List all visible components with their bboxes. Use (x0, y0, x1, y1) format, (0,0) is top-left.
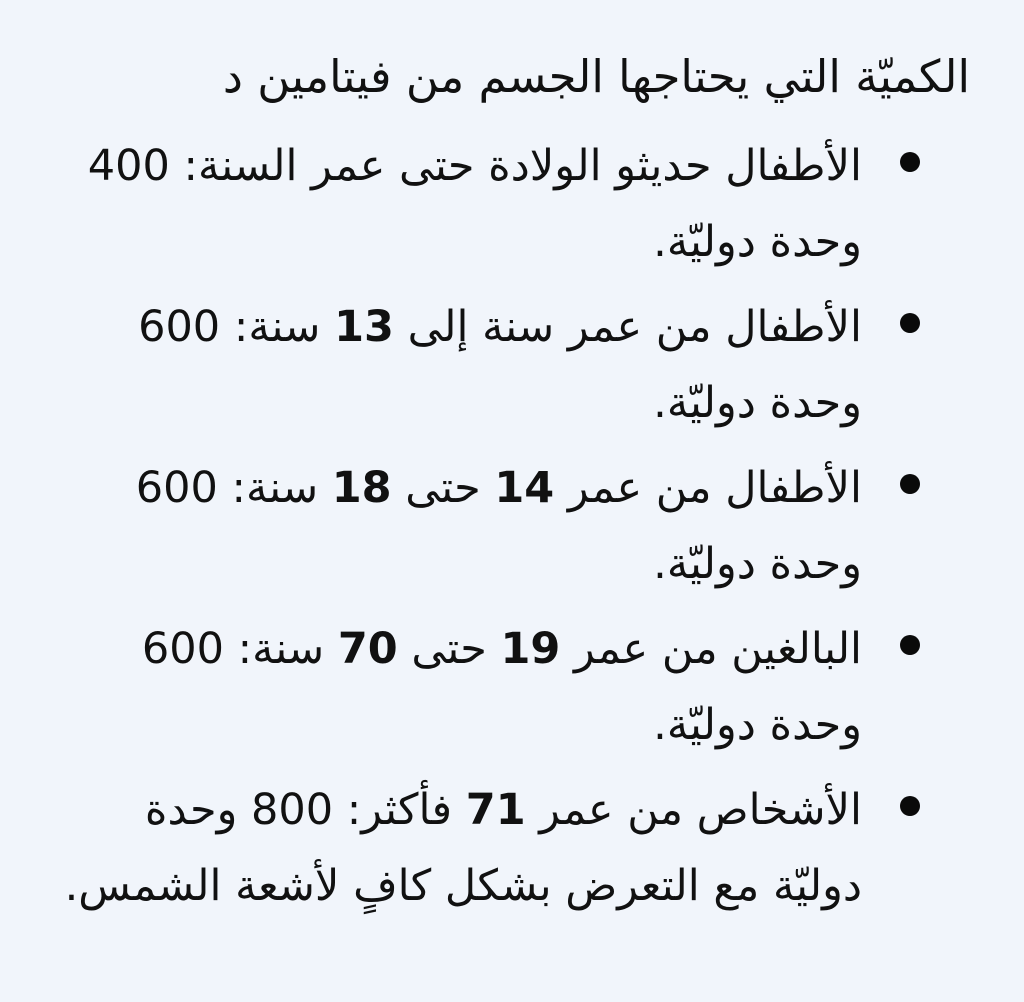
dose-amount: 600 وحدة دوليّة. (138, 302, 862, 428)
bullet-icon (900, 635, 920, 655)
list-item-children (54, 289, 970, 441)
age-number: 13 (334, 302, 394, 352)
bullet-icon (900, 474, 920, 494)
bullet-icon (900, 313, 920, 333)
age-number: 70 (337, 624, 398, 674)
vitamin-d-requirements-list (54, 128, 970, 924)
age-group-label: الأطفال من عمر 14 حتى 18 سنة: (231, 463, 862, 513)
age-group-label: الأطفال حديثو الولادة حتى عمر السنة: (183, 141, 862, 191)
dose-amount: 600 وحدة دوليّة. (141, 624, 862, 750)
list-item-seniors (54, 772, 970, 924)
dose-amount: 800 وحدة دوليّة مع التعرض بشكل كافٍ لأشعة الشمس. (64, 785, 862, 911)
age-number: 19 (500, 624, 561, 674)
list-item-adults (54, 611, 970, 763)
dose-amount: 400 وحدة دوليّة. (87, 141, 862, 267)
list-item-teenagers (54, 450, 970, 602)
dose-amount: 600 وحدة دوليّة. (135, 463, 862, 589)
page-title: الكميّة التي يحتاجها الجسم من فيتامين د (222, 50, 970, 103)
list-item-infants (54, 128, 970, 280)
age-group-label: الأشخاص من عمر 71 فأكثر: (346, 785, 862, 835)
age-number: 18 (331, 463, 392, 513)
age-group-label: الأطفال من عمر سنة إلى 13 سنة: (233, 302, 862, 352)
bullet-icon (900, 796, 920, 816)
age-number: 71 (465, 785, 526, 835)
age-number: 14 (494, 463, 555, 513)
age-group-label: البالغين من عمر 19 حتى 70 سنة: (237, 624, 862, 674)
bullet-icon (900, 152, 920, 172)
